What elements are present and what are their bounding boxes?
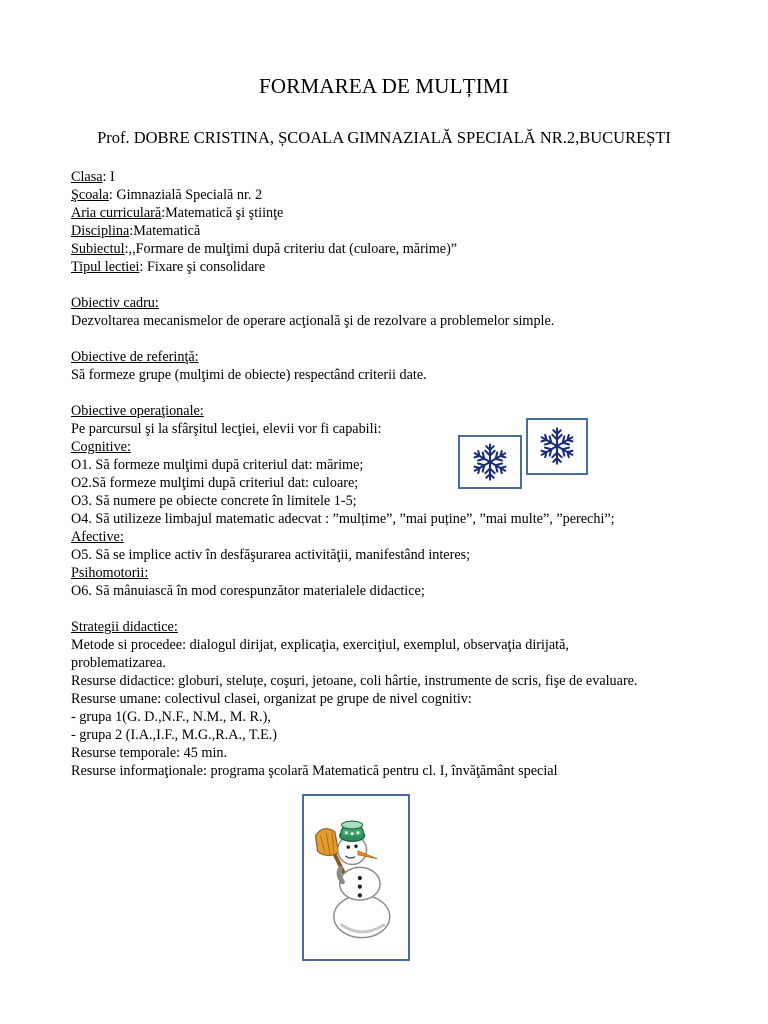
info-aria: Aria curriculară:Matematică şi ştiinţe xyxy=(71,205,284,221)
strategii-resurse-didactice: Resurse didactice: globuri, steluțe, coşuri, jetoane, coli hârtie, instrumente de scris, fişe de evaluare. xyxy=(71,673,638,689)
objective-o6: O6. Să mânuiască în mod corespunzător materialele didactice; xyxy=(71,583,425,599)
objective-o3: O3. Să numere pe obiecte concrete în limitele 1-5; xyxy=(71,493,357,509)
objective-intro: Pe parcursul şi la sfârşitul lecţiei, elevii vor fi capabili: xyxy=(71,421,382,437)
objective-o4: O4. Să utilizeze limbajul matematic adecvat : ”mulțime”, ”mai puține”, ”mai multe”, ”perechi”; xyxy=(71,511,615,527)
heading-cognitive: Cognitive: xyxy=(71,439,131,455)
objective-o5: O5. Să se implice activ în desfăşurarea activităţii, manifestând interes; xyxy=(71,547,471,563)
snowflake-icon xyxy=(528,420,586,473)
info-tipul: Tipul lectiei: Fixare şi consolidare xyxy=(71,259,266,275)
strategii-resurse-temporale: Resurse temporale: 45 min. xyxy=(71,745,228,761)
snowman-card xyxy=(302,794,410,961)
heading-objective-operationale: Obiective operaţionale: xyxy=(71,403,204,419)
snowflake-card-right xyxy=(526,418,588,475)
info-subiectul: Subiectul:,,Formare de mulţimi după criteriu dat (culoare, mărime)” xyxy=(71,241,458,257)
author-line: Prof. DOBRE CRISTINA, ȘCOALA GIMNAZIALĂ SPECIALĂ NR.2,BUCUREȘTI xyxy=(97,128,671,147)
objective-cadru-text: Dezvoltarea mecanismelor de operare acţională şi de rezolvare a problemelor simple. xyxy=(71,313,555,329)
info-disciplina: Disciplina:Matematică xyxy=(71,223,201,239)
heading-objective-cadru: Obiectiv cadru: xyxy=(71,295,159,311)
document-body xyxy=(71,168,711,780)
heading-psihomotorii: Psihomotorii: xyxy=(71,565,149,581)
objective-o2: O2.Să formeze mulţimi după criteriul dat: culoare; xyxy=(71,475,359,491)
info-scoala: Şcoala: Gimnazială Specială nr. 2 xyxy=(71,187,263,203)
strategii-resurse-umane: Resurse umane: colectivul clasei, organizat pe grupe de nivel cognitiv: xyxy=(71,691,472,707)
strategii-grupa-1: - grupa 1(G. D.,N.F., N.M., M. R.), xyxy=(71,709,271,725)
document-title: FORMAREA DE MULȚIMI xyxy=(259,74,509,98)
snowflake-icon xyxy=(460,437,520,487)
strategii-resurse-informationale: Resurse informaţionale: programa şcolară Matematică pentru cl. I, învăţământ special xyxy=(71,763,558,779)
objective-o1: O1. Să formeze mulţimi după criteriul dat: mărime; xyxy=(71,457,364,473)
heading-afective: Afective: xyxy=(71,529,124,545)
objective-referinta-text: Să formeze grupe (mulţimi de obiecte) respectând criterii date. xyxy=(71,367,427,383)
snowman-icon xyxy=(304,796,408,959)
info-clasa: Clasa: I xyxy=(71,169,115,185)
snowflake-card-left xyxy=(458,435,522,489)
heading-strategii: Strategii didactice: xyxy=(71,619,178,635)
strategii-grupa-2: - grupa 2 (I.A.,I.F., M.G.,R.A., T.E.) xyxy=(71,727,278,743)
strategii-metode: Metode si procedee: dialogul dirijat, explicaţia, exerciţiul, exemplul, observaţia dirijată, problematizarea. xyxy=(71,637,569,671)
heading-objective-referinta: Obiective de referinţă: xyxy=(71,349,199,365)
